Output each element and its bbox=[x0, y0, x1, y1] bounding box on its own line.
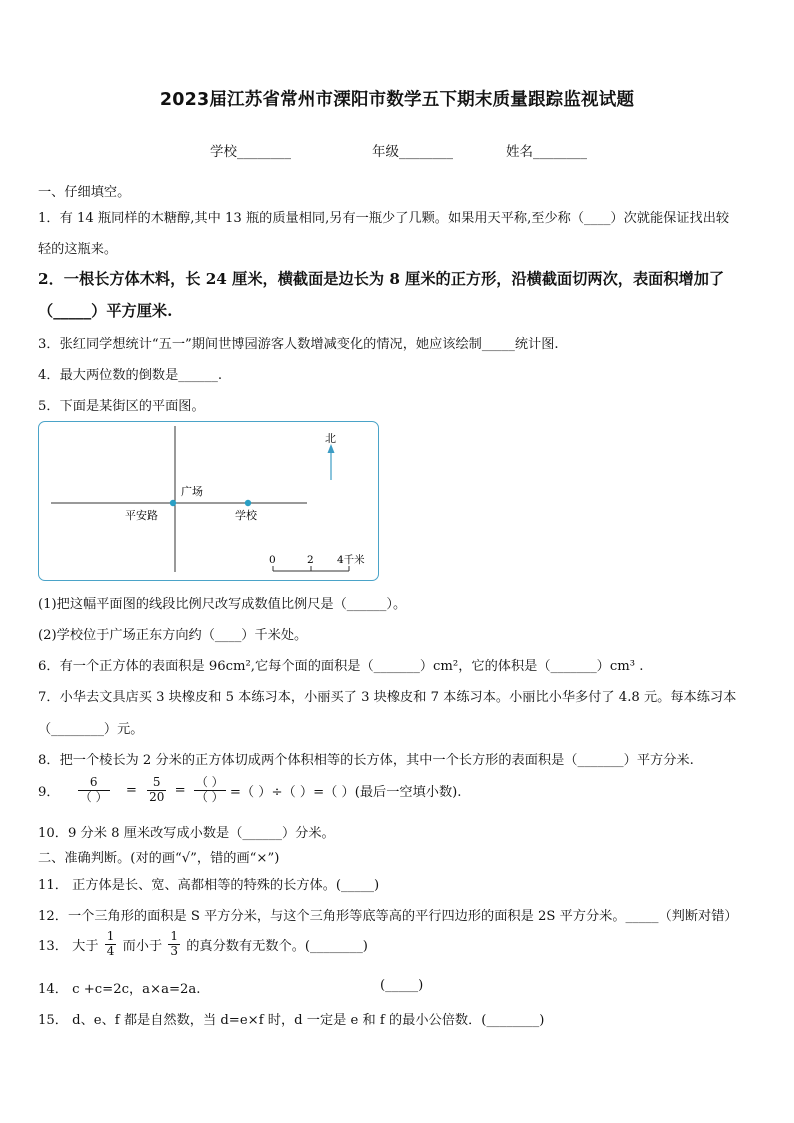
question-9 bbox=[38, 776, 462, 805]
fraction-denominator: 3 bbox=[170, 943, 178, 958]
question-5-2: (2)学校位于广场正东方向约（____）千米处。 bbox=[38, 628, 308, 643]
question-2-line-2: （_____）平方厘米. bbox=[38, 302, 173, 320]
question-5: 5．下面是某街区的平面图。 bbox=[38, 399, 205, 414]
question-10: 10．9 分米 8 厘米改写成小数是（______）分米。 bbox=[38, 826, 335, 841]
street-map bbox=[38, 421, 379, 581]
section-heading-fill: 一、仔细填空。 bbox=[38, 185, 131, 200]
fraction-numerator: （ ） bbox=[195, 775, 224, 789]
fraction-5-over-20 bbox=[147, 776, 166, 805]
question-13-middle: 而小于 bbox=[122, 938, 163, 954]
north-label: 北 bbox=[325, 432, 336, 445]
fraction-numerator: 1 bbox=[170, 929, 178, 943]
name-field: 姓名________ bbox=[506, 144, 587, 160]
fraction-denominator: 4 bbox=[106, 943, 115, 958]
question-13 bbox=[38, 930, 368, 959]
street-map-drawing bbox=[39, 422, 380, 582]
fraction-one-quarter bbox=[105, 930, 117, 959]
school-label: 学校 bbox=[235, 509, 257, 522]
equals-sign: = bbox=[125, 782, 137, 798]
question-13-suffix: 的真分数有无数个。(________) bbox=[186, 938, 368, 954]
question-7-line-2: （________）元。 bbox=[38, 722, 144, 737]
question-9-number: 9． bbox=[38, 784, 60, 800]
school-field: 学校________ bbox=[210, 144, 291, 160]
fraction-6-over-blank bbox=[78, 776, 110, 805]
page-title: 2023届江苏省常州市溧阳市数学五下期末质量跟踪监视试题 bbox=[159, 90, 635, 110]
question-7-line-1: 7．小华去文具店买 3 块橡皮和 5 本练习本，小丽买了 3 块橡皮和 7 本练习本。小丽比小华多付了 4.8 元。每本练习本 bbox=[38, 690, 737, 705]
fraction-numerator: 5 bbox=[152, 775, 161, 789]
fraction-numerator: 6 bbox=[89, 775, 98, 789]
grade-field: 年级________ bbox=[372, 144, 453, 160]
road-label: 平安路 bbox=[125, 509, 158, 522]
question-15: 15． d、e、f 都是自然数，当 d=e×f 时，d 一定是 e 和 f 的最小公倍数．(________) bbox=[38, 1013, 545, 1028]
question-9-tail: =（ ）÷（ ）=（ ）(最后一空填小数). bbox=[229, 784, 462, 800]
question-14-answer-blank: (_____) bbox=[380, 978, 424, 993]
plaza-point bbox=[170, 500, 176, 506]
question-14: 14． c +c=2c，a×a=2a. bbox=[38, 982, 201, 997]
equals-sign: = bbox=[174, 782, 186, 798]
question-6: 6．有一个正方体的表面积是 96cm²,它每个面的面积是（_______）cm²，它的体积是（_______）cm³ . bbox=[38, 659, 644, 674]
scale-label-4km: 4千米 bbox=[337, 554, 365, 566]
scale-label-0: 0 bbox=[269, 554, 276, 566]
question-3: 3．张红同学想统计“五一”期间世博园游客人数增减变化的情况，她应该绘制_____统计图. bbox=[38, 337, 559, 352]
question-2-line-1: 2．一根长方体木料，长 24 厘米，横截面是边长为 8 厘米的正方形，沿横截面切两次，表面积增加了 bbox=[38, 270, 725, 288]
school-point bbox=[245, 500, 251, 506]
question-13-prefix: 13． 大于 bbox=[38, 938, 99, 954]
north-arrow-icon bbox=[328, 444, 335, 453]
fraction-numerator: 1 bbox=[106, 929, 115, 943]
section-heading-judge: 二、准确判断。(对的画“√”，错的画“×”) bbox=[38, 851, 280, 866]
question-12: 12．一个三角形的面积是 S 平方分米，与这个三角形等底等高的平行四边形的面积是 2S 平方分米。_____（判断对错） bbox=[38, 909, 738, 924]
fraction-one-third bbox=[168, 930, 180, 959]
scale-label-2: 2 bbox=[307, 554, 314, 566]
fraction-denominator: （ ） bbox=[79, 789, 108, 804]
question-8: 8．把一个棱长为 2 分米的正方体切成两个体积相等的长方体，其中一个长方形的表面积是（_______）平方分米. bbox=[38, 753, 694, 768]
question-11: 11． 正方体是长、宽、高都相等的特殊的长方体。(_____) bbox=[38, 878, 380, 893]
plaza-label: 广场 bbox=[181, 485, 203, 498]
question-4: 4．最大两位数的倒数是______. bbox=[38, 368, 223, 383]
fraction-denominator: 20 bbox=[149, 789, 165, 804]
fraction-blank-over-blank bbox=[194, 776, 226, 805]
fraction-denominator: （ ） bbox=[195, 789, 224, 804]
question-5-1: (1)把这幅平面图的线段比例尺改写成数值比例尺是（______）。 bbox=[38, 597, 407, 612]
question-1-line-1: 1．有 14 瓶同样的木糖醇,其中 13 瓶的质量相同,另有一瓶少了几颗。如果用天平称,至少称（____）次就能保证找出较 bbox=[38, 211, 730, 226]
question-1-line-2: 轻的这瓶来。 bbox=[38, 242, 118, 257]
